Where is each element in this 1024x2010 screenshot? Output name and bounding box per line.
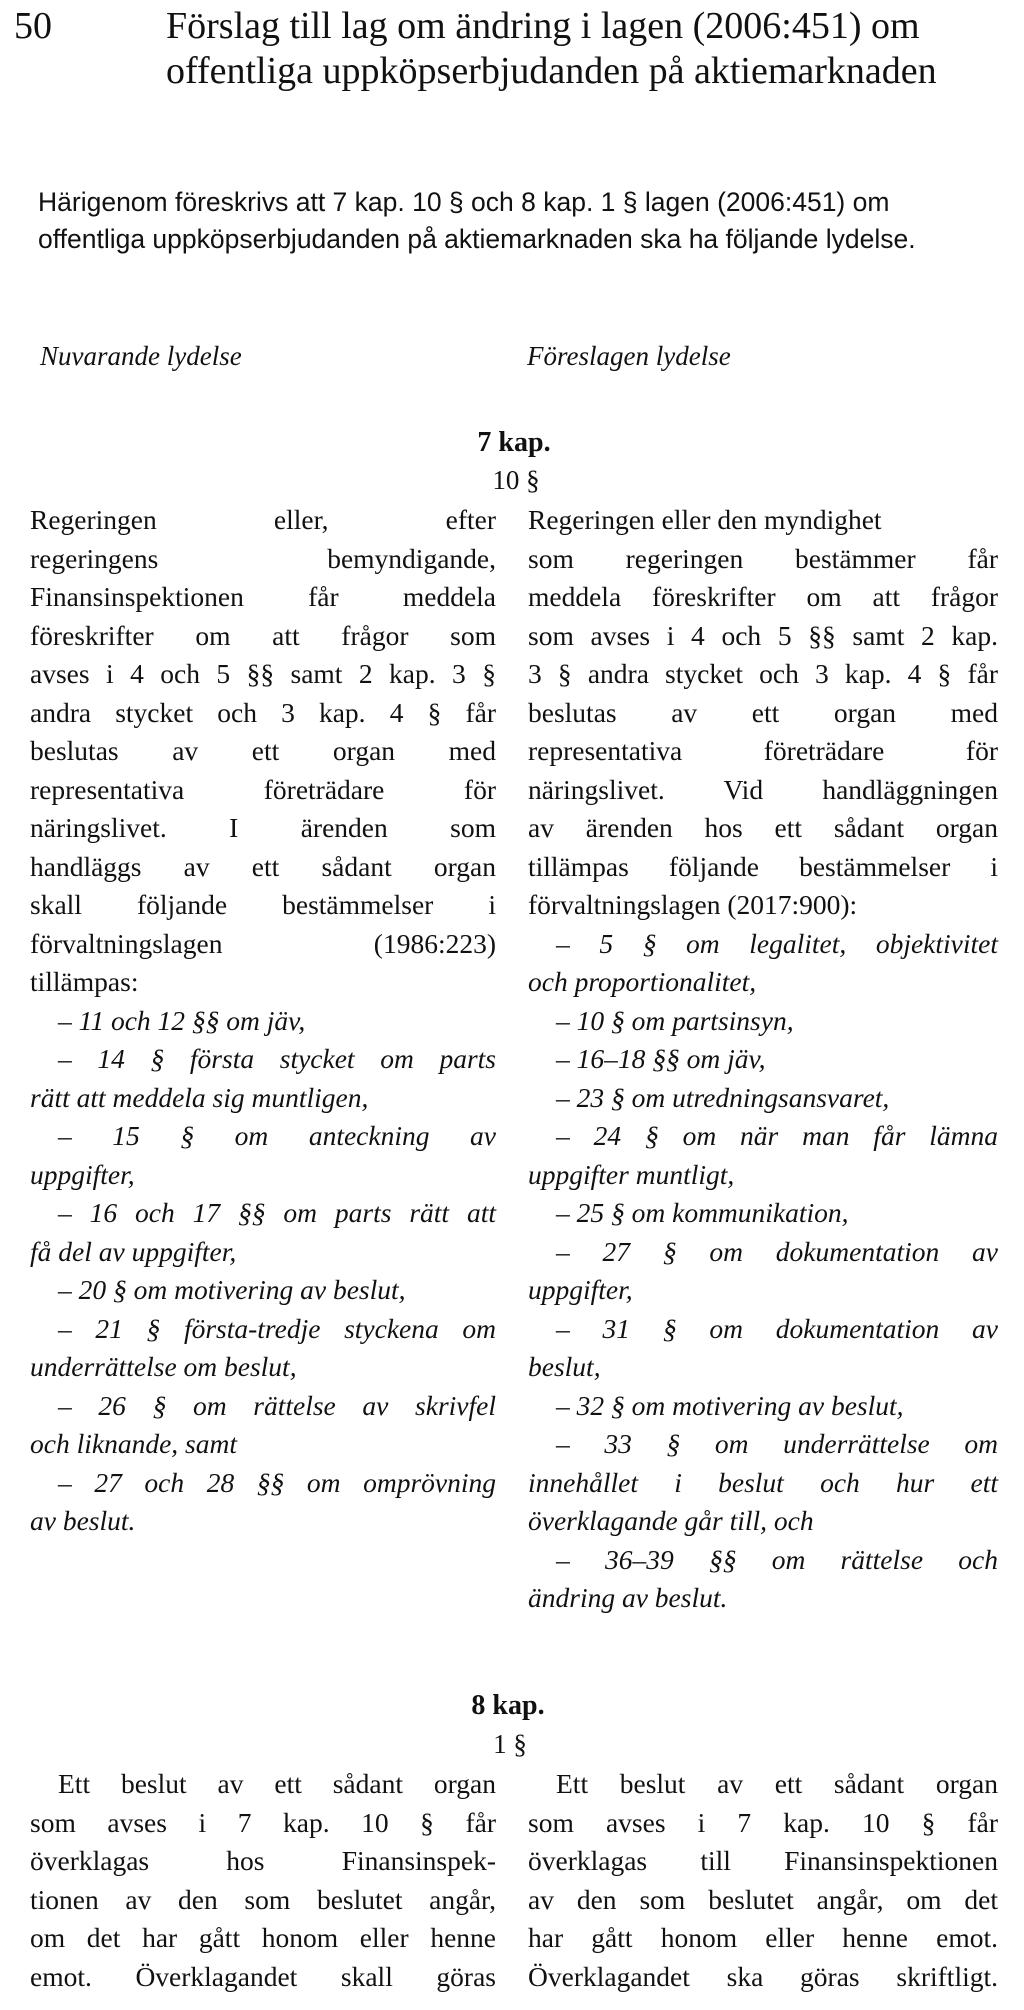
text-line: beslutas av ett organ med <box>528 696 998 728</box>
chapter-7-current-text <box>30 501 496 1541</box>
text-line: innehållet i beslut och hur ett <box>528 1466 998 1498</box>
chapter-8-heading: 8 kap. <box>471 1690 545 1721</box>
text-line: – 21 § första-tredje styckena om <box>58 1312 496 1344</box>
text-line: beslut, <box>528 1351 601 1382</box>
text-line: få del av uppgifter, <box>30 1235 237 1267</box>
text-line: andra stycket och 3 kap. 4 § får <box>30 696 496 728</box>
text-line: tillämpas följande bestämmelser i <box>528 850 998 882</box>
text-line: – 14 § första stycket om parts <box>58 1043 496 1074</box>
text-line: emot. Överklagandet skall göras <box>30 1960 496 1992</box>
text-line: föreskrifter om att frågor som <box>30 619 496 651</box>
chapter-8-proposed-text <box>528 1765 998 1996</box>
text-line: som avses i 7 kap. 10 § får <box>528 1806 998 1838</box>
text-line: – 32 § om motivering av beslut, <box>556 1389 904 1421</box>
text-line: överklagas till Finansinspektionen <box>528 1845 998 1876</box>
text-line: – 16 och 17 §§ om parts rätt att <box>58 1197 496 1228</box>
text-line: – 23 § om utredningsansvaret, <box>556 1081 890 1113</box>
text-line: näringslivet. Vid handläggningen <box>528 773 998 805</box>
intro-paragraph: Härigenom föreskrivs att 7 kap. 10 § och 8 kap. 1 § lagen (2006:451) om offentliga uppköpserbjudanden på aktiemarknaden ska ha följande lydelse. <box>38 187 916 254</box>
text-line: näringslivet. I ärenden som <box>30 812 496 843</box>
text-line: som avses i 4 och 5 §§ samt 2 kap. <box>528 619 998 651</box>
text-line: regeringens bemyndigande, <box>30 542 496 574</box>
text-line: Ett beslut av ett sådant organ <box>556 1768 998 1799</box>
text-line: – 33 § om underrättelse om <box>556 1428 998 1459</box>
page-number: 50 <box>14 5 52 47</box>
text-line: – 25 § om kommunikation, <box>556 1197 849 1228</box>
section-1-heading: 1 § <box>493 1729 527 1759</box>
text-line: Regeringen eller den myndighet <box>528 504 882 535</box>
text-line: – 27 och 28 §§ om omprövning <box>58 1466 496 1498</box>
text-line: beslutas av ett organ med <box>30 735 496 766</box>
text-line: Överklagandet ska göras skriftligt. <box>528 1960 998 1992</box>
text-line: skall följande bestämmelser i <box>30 889 496 920</box>
text-line: – 5 § om legalitet, objektivitet <box>556 927 998 959</box>
text-line: representativa företrädare för <box>30 773 496 805</box>
chapter-7-heading: 7 kap. <box>477 427 551 458</box>
chapter-8-current-text <box>30 1765 496 1996</box>
text-line: av beslut. <box>30 1505 136 1536</box>
text-line: förvaltningslagen (2017:900): <box>528 889 858 920</box>
text-line: och liknande, samt <box>30 1428 237 1459</box>
text-line: tionen av den som beslutet angår, <box>30 1883 496 1915</box>
text-line: Finansinspektionen får meddela <box>30 581 496 612</box>
text-line: om det har gått honom eller henne <box>30 1922 496 1953</box>
text-line: ändring av beslut. <box>528 1582 728 1613</box>
text-line: – 27 § om dokumentation av <box>556 1235 998 1267</box>
document-title: Förslag till lag om ändring i lagen (2006:451) om offentliga uppköpserbjudanden på aktiemarknaden <box>166 5 937 92</box>
text-line: tillämpas: <box>30 966 139 997</box>
text-line: – 26 § om rättelse av skrivfel <box>58 1389 496 1421</box>
current-wording-heading: Nuvarande lydelse <box>40 341 242 371</box>
text-line: – 36–39 §§ om rättelse och <box>556 1543 998 1575</box>
text-line: Regeringen eller, efter <box>30 504 496 535</box>
text-line: – 11 och 12 §§ om jäv, <box>58 1004 306 1036</box>
text-line: – 24 § om när man får lämna <box>556 1120 998 1151</box>
section-10-heading: 10 § <box>492 465 540 495</box>
text-line: uppgifter muntligt, <box>528 1158 735 1190</box>
text-line: rätt att meddela sig muntligen, <box>30 1081 369 1113</box>
text-line: representativa företrädare för <box>528 735 998 766</box>
text-line: 3 § andra stycket och 3 kap. 4 § får <box>528 658 998 689</box>
chapter-7-proposed-text <box>528 501 998 1618</box>
text-line: – 20 § om motivering av beslut, <box>58 1274 406 1305</box>
text-line: som regeringen bestämmer får <box>528 542 998 574</box>
text-line: överklagande går till, och <box>528 1505 814 1536</box>
text-line: – 15 § om anteckning av <box>58 1120 496 1151</box>
text-line: – 16–18 §§ om jäv, <box>556 1043 766 1074</box>
proposed-wording-heading: Föreslagen lydelse <box>527 341 731 371</box>
text-line: handläggs av ett sådant organ <box>30 850 496 882</box>
text-line: – 31 § om dokumentation av <box>556 1312 998 1344</box>
text-line: har gått honom eller henne emot. <box>528 1922 998 1953</box>
text-line: av den som beslutet angår, om det <box>528 1883 998 1915</box>
text-line: Ett beslut av ett sådant organ <box>58 1768 496 1799</box>
text-line: – 10 § om partsinsyn, <box>556 1004 794 1036</box>
text-line: uppgifter, <box>528 1274 633 1305</box>
text-line: underrättelse om beslut, <box>30 1351 297 1382</box>
text-line: som avses i 7 kap. 10 § får <box>30 1806 496 1838</box>
text-line: överklagas hos Finansinspek- <box>30 1845 496 1876</box>
text-line: av ärenden hos ett sådant organ <box>528 812 998 843</box>
text-line: meddela föreskrifter om att frågor <box>528 581 998 612</box>
text-line: och proportionalitet, <box>528 966 757 997</box>
text-line: uppgifter, <box>30 1158 135 1190</box>
text-line: förvaltningslagen (1986:223) <box>30 927 496 959</box>
text-line: avses i 4 och 5 §§ samt 2 kap. 3 § <box>30 658 496 689</box>
